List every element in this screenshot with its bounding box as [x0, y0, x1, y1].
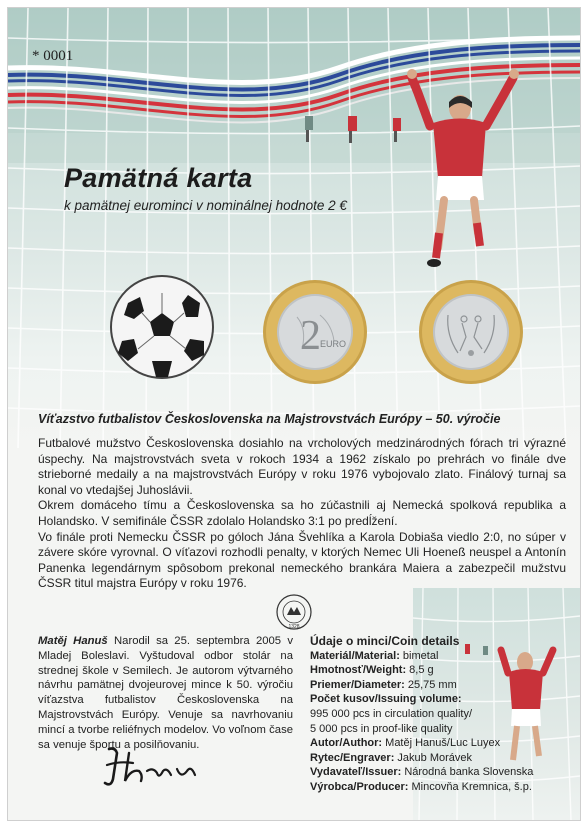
details-label: Vydavateľ/Issuer: [310, 766, 402, 779]
coin-details [310, 634, 580, 795]
details-value: 8,5 g [406, 664, 434, 677]
details-value: bimetal [399, 649, 439, 662]
serial-prefix: * [32, 48, 40, 64]
details-label: Materiál/Material: [310, 649, 400, 662]
mint-seal-icon [275, 593, 313, 631]
card-subtitle: k pamätnej eurominci v nominálnej hodnote 2 € [64, 198, 347, 213]
author-bio [38, 634, 293, 752]
details-value: Jakub Morávek [394, 751, 473, 764]
details-row [310, 707, 580, 722]
celebrating-player [407, 69, 519, 267]
coin-unit: EURO [320, 339, 347, 349]
details-header: Údaje o minci/Coin details [310, 634, 460, 648]
author-signature [103, 741, 223, 791]
football-icon [108, 273, 216, 381]
details-row [310, 765, 580, 780]
author-text: Narodil sa 25. septembra 2005 v Mladej Boleslavi. Vyštudoval odbor stolár na strednej škole v Semilech. Je autorom výtvarného návrhu pamätnej dvojeurovej mince k 50. výročiu víťazstva futbalistov Československa na Majstrovstvách Európy. Venuje sa navrhovaniu mincí a tvorbe reliéfnych modelov. Vo voľnom čase sa venuje športu a posilňovaniu. [38, 635, 294, 751]
details-value: Mincovňa Kremnica, š.p. [408, 780, 532, 793]
serial-value: 0001 [43, 48, 74, 64]
serial-number [32, 48, 73, 65]
paragraph: Okrem domáceho tímu a Československa sa ho zúčastnili aj Nemecká spolková republika a Holandsko. V semifinále ČSSR zdolalo Holandsko 3:1 po predĺžení. [38, 498, 566, 528]
memorial-card [7, 7, 581, 821]
details-label: Hmotnosť/Weight: [310, 664, 407, 677]
paragraph: Vo finále proti Nemecku ČSSR po góloch Jána Švehlíka a Karola Dobiaša viedlo 2:0, no súper v závere skóre vyrovnal. O víťazovi rozhodli penalty, v ktorých Nemec Uli Hoeneß neuspel a Antonín Panenka legendárnym spôsobom prekonal nemeckého brankára Maiera a zabezpečil mužstvu ČSSR titul majstra Európy v roku 1976. [38, 529, 566, 591]
details-row [310, 780, 580, 795]
details-label: Priemer/Diameter: [310, 678, 405, 691]
details-label: Autor/Author: [310, 737, 383, 750]
details-value: 995 000 pcs in circulation quality/ [310, 707, 473, 720]
card-title: Pamätná karta [64, 163, 253, 193]
details-row [310, 649, 580, 664]
details-value: Národná banka Slovenska [401, 766, 534, 779]
details-row [310, 736, 580, 751]
details-value: 5 000 pcs in proof-like quality [310, 722, 453, 735]
details-value: 25,75 mm [404, 678, 457, 691]
history-text [38, 436, 566, 592]
details-row [310, 678, 580, 693]
details-value: Matěj Hanuš/Luc Luyex [382, 737, 501, 750]
seal-year: 1328 [288, 624, 300, 630]
details-row [310, 692, 580, 707]
section-heading: Víťazstvo futbalistov Československa na Majstrovstvách Európy – 50. výročie [38, 412, 501, 426]
details-label: Rytec/Engraver: [310, 751, 395, 764]
details-label: Počet kusov/Issuing volume: [310, 693, 462, 706]
author-name: Matěj Hanuš [38, 635, 108, 647]
paragraph: Futbalové mužstvo Československa dosiahlo na vrcholových medzinárodných fórach tri výrazné úspechy. Na majstrovstvách sveta v rokoch 1934 a 1962 získalo po prehrách vo finále dve strieborné medaily a na majstrovstvách Európy v roku 1976 vybojovalo zlato. Finálový turnaj sa konal vo vtedajšej Juhoslávii. [38, 436, 566, 497]
coin-national-side [418, 279, 524, 385]
details-row [310, 722, 580, 737]
details-row [310, 751, 580, 766]
coin-value: 2 [300, 313, 321, 359]
details-row [310, 663, 580, 678]
coin-common-side [262, 279, 368, 385]
details-label: Výrobca/Producer: [310, 780, 409, 793]
